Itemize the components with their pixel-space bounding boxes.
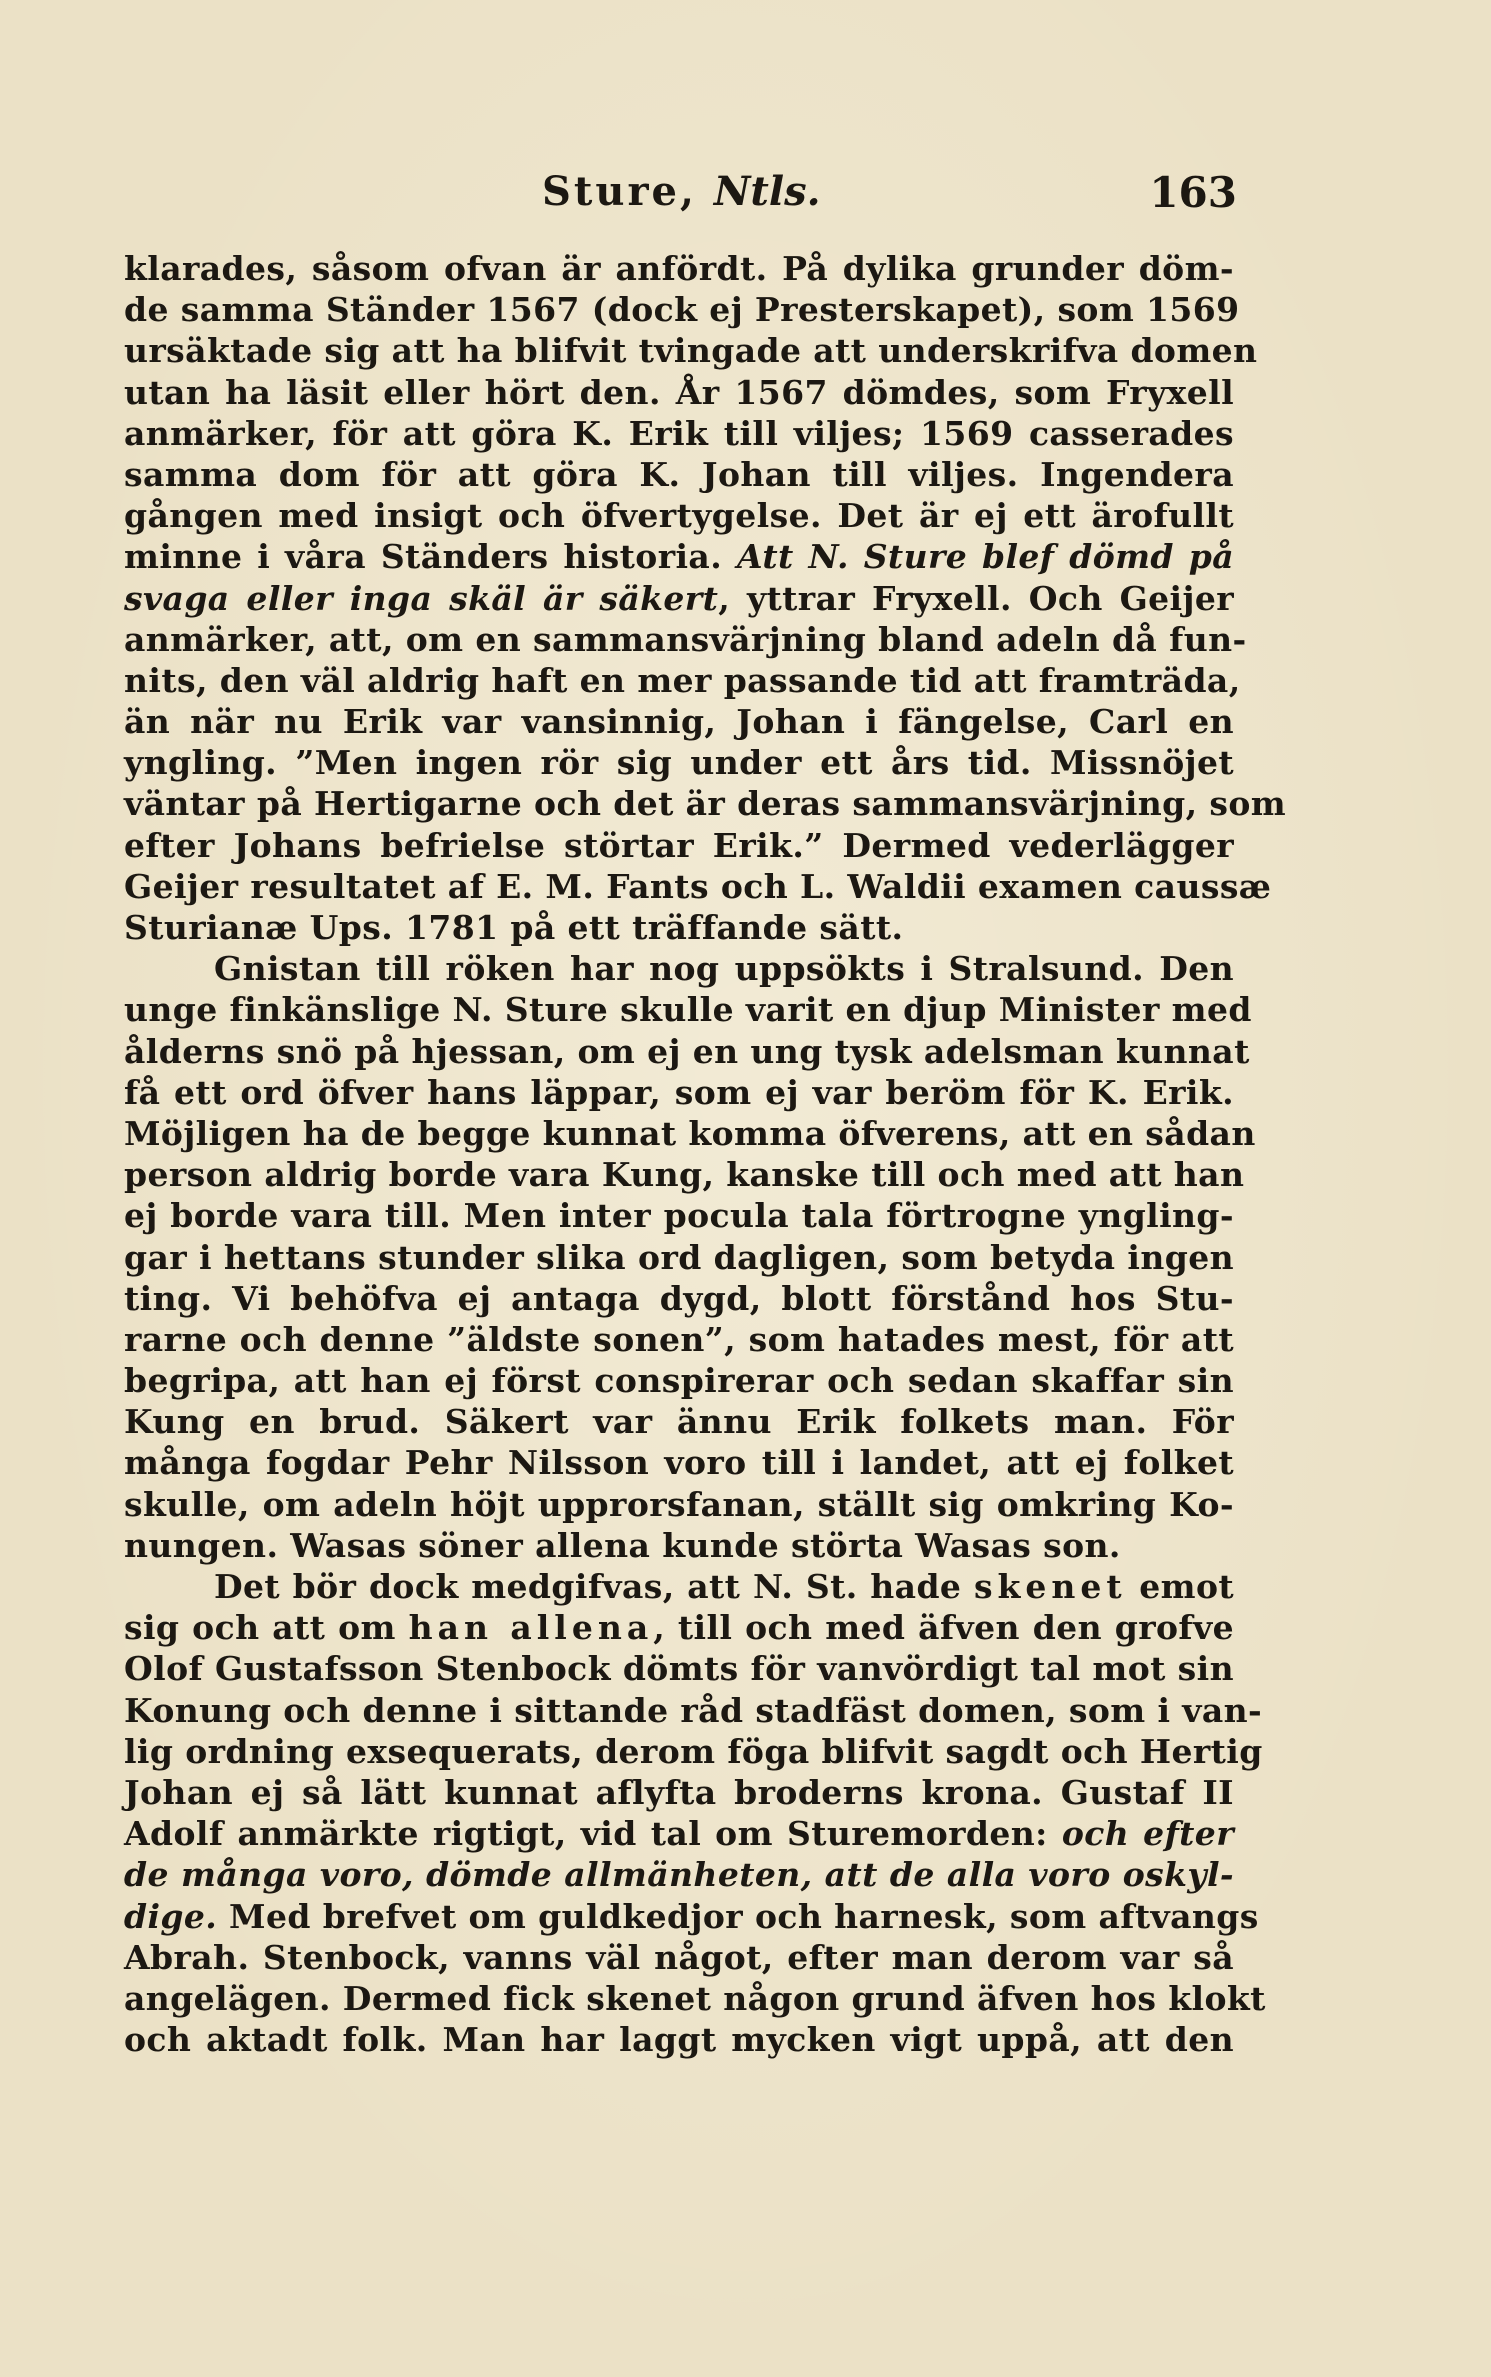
text-line-text: lig ordning exsequerats, derom föga blifvit sagdt och Hertig (124, 1731, 1263, 1771)
text-line-text: yngling. ”Men ingen rör sig under ett års tid. Missnöjet (124, 743, 1234, 783)
text-line-text: angelägen. Dermed fick skenet någon grund äfven hos klokt (124, 1978, 1266, 2018)
running-head-name: Sture, (542, 168, 697, 215)
text-line (124, 578, 1234, 619)
text-line (124, 1566, 1234, 1607)
text-line (124, 1607, 1234, 1648)
text-line-pre: sig och att om (124, 1608, 409, 1648)
text-line-text: unge finkänslige N. Sture skulle varit en djup Minister med (124, 990, 1252, 1030)
text-line (124, 248, 1234, 289)
text-line-post: Med brefvet om guldkedjor och harnesk, som aftvangs (217, 1896, 1259, 1936)
text-line (124, 1813, 1234, 1854)
text-line-text: rarne och denne ”äldste sonen”, som hatades mest, för att (124, 1319, 1234, 1359)
text-line (124, 1442, 1234, 1483)
text-line-text: efter Johans befrielse störtar Erik.” Dermed vederlägger (124, 825, 1234, 865)
text-line-text: Möjligen ha de begge kunnat komma öfverens, att en sådan (124, 1113, 1256, 1153)
text-line (124, 1648, 1234, 1689)
text-line (124, 866, 1272, 907)
text-line-text: väntar på Hertigarne och det är deras sammansvärjning, som (124, 784, 1287, 824)
text-line-text: anmärker, att, om en sammansvärjning bland adeln då fun- (124, 619, 1247, 659)
text-line (124, 413, 1234, 454)
running-head (542, 168, 821, 215)
text-line-text: Kung en brud. Säkert var ännu Erik folkets man. För (124, 1402, 1234, 1442)
text-line (124, 619, 1247, 660)
text-line (124, 1690, 1263, 1731)
text-line-text: Konung och denne i sittande råd stadfäst domen, som i van- (124, 1690, 1263, 1730)
running-head-abbr: Ntls. (713, 168, 821, 215)
text-line (124, 907, 1234, 948)
body-text (124, 248, 1287, 2060)
text-line-text: få ett ord öfver hans läppar, som ej var beröm för K. Erik. (124, 1072, 1234, 1112)
text-line-text: de samma Ständer 1567 (dock ej Presterskapet), som 1569 (124, 290, 1240, 330)
text-line-pre: Det bör dock medgifvas, att N. St. hade (214, 1567, 974, 1606)
text-line-text: ålderns snö på hjessan, om ej en ung tysk adelsman kunnat (124, 1031, 1250, 1071)
text-line-text: skulle, om adeln höjt upprorsfanan, ställt sig omkring Ko- (124, 1484, 1234, 1524)
text-line (124, 495, 1234, 536)
text-line (124, 372, 1234, 413)
text-line-text: anmärker, för att göra K. Erik till viljes; 1569 casserades (124, 413, 1234, 453)
text-line-text: nungen. Wasas söner allena kunde störta Wasas son. (124, 1525, 1121, 1565)
text-line-text: klarades, såsom ofvan är anfördt. På dylika grunder döm- (124, 249, 1234, 288)
text-line-text: Olof Gustafsson Stenbock dömts för vanvördigt tal mot sin (124, 1649, 1234, 1689)
text-line (124, 1484, 1234, 1525)
text-line-text: Gnistan till röken har nog uppsökts i Stralsund. Den (214, 949, 1234, 989)
text-line (124, 1731, 1263, 1772)
text-line-text: än när nu Erik var vansinnig, Johan i fängelse, Carl en (124, 702, 1234, 742)
page-header (122, 168, 1237, 228)
text-line (124, 1319, 1234, 1360)
text-line (124, 701, 1234, 742)
text-line (124, 1896, 1259, 1937)
text-line-sp: han allena (408, 1608, 654, 1648)
text-line-pre: Adolf anmärkte rigtigt, vid tal om Sturemorden: (124, 1814, 1062, 1854)
text-line (124, 1113, 1256, 1154)
text-line (124, 948, 1234, 989)
text-line-text: nits, den väl aldrig haft en mer passande tid att framträda, (124, 660, 1241, 700)
text-line (124, 1195, 1234, 1236)
text-line (124, 1278, 1234, 1319)
text-line (124, 1854, 1234, 1895)
text-line (124, 1031, 1250, 1072)
text-line (124, 660, 1241, 701)
text-line-text: ej borde vara till. Men inter pocula tala förtrogne yngling- (124, 1196, 1234, 1236)
text-line-text: samma dom för att göra K. Johan till viljes. Ingendera (124, 454, 1234, 494)
text-line (124, 536, 1234, 577)
page-number: 163 (1149, 168, 1237, 217)
text-line (124, 1772, 1234, 1813)
text-line-text: person aldrig borde vara Kung, kanske till och med att han (124, 1155, 1245, 1195)
text-line-text: gar i hettans stunder slika ord dagligen, som betyda ingen (124, 1237, 1234, 1277)
text-line-text: ursäktade sig att ha blifvit tvingade att underskrifva domen (124, 331, 1258, 371)
text-line-text: gången med insigt och öfvertygelse. Det är ej ett ärofullt (124, 496, 1234, 536)
text-line-em: dige. (124, 1896, 218, 1936)
text-line-text: Geijer resultatet af E. M. Fants och L. Waldii examen caussæ (124, 866, 1272, 906)
text-line (124, 825, 1234, 866)
text-line-pre: minne i våra Ständers historia. (124, 537, 737, 577)
text-line (124, 1978, 1266, 2019)
text-line-em: Att N. Sture blef dömd på (736, 537, 1234, 577)
text-line-text: utan ha läsit eller hört den. År 1567 dömdes, som Fryxell (124, 372, 1234, 412)
text-line (124, 1237, 1234, 1278)
text-line (124, 1154, 1245, 1195)
text-line (124, 989, 1252, 1030)
text-line-em: svaga eller inga skäl är säkert (124, 578, 719, 618)
text-line-sp: skenet (973, 1567, 1127, 1606)
text-line (124, 1525, 1234, 1566)
text-line-text: Abrah. Stenbock, vanns väl något, efter man derom var så (124, 1937, 1234, 1977)
text-line (124, 289, 1240, 330)
text-line-text: många fogdar Pehr Nilsson voro till i landet, att ej folket (124, 1443, 1234, 1483)
text-line-text: ting. Vi behöfva ej antaga dygd, blott förstånd hos Stu- (124, 1278, 1234, 1318)
text-line (124, 1937, 1234, 1978)
text-line (124, 454, 1234, 495)
text-line (124, 1072, 1234, 1113)
text-line-text: begripa, att han ej först conspirerar och sedan skaffar sin (124, 1361, 1234, 1401)
text-line-post: , till och med äfven den grofve (653, 1608, 1234, 1648)
text-line-em: och efter (1061, 1814, 1234, 1854)
text-line (124, 330, 1258, 371)
text-line (124, 1360, 1234, 1401)
text-line-post: , yttrar Fryxell. Och Geijer (718, 578, 1234, 618)
text-line-text: och aktadt folk. Man har laggt mycken vigt uppå, att den (124, 2020, 1234, 2060)
text-line (124, 742, 1234, 783)
text-line (124, 783, 1287, 824)
text-line (124, 2019, 1234, 2060)
text-line-post: emot (1126, 1567, 1234, 1606)
text-line-text: Sturianæ Ups. 1781 på ett träffande sätt. (124, 908, 904, 947)
text-line (124, 1401, 1234, 1442)
text-line-text: Johan ej så lätt kunnat aflyfta broderns krona. Gustaf II (124, 1772, 1234, 1812)
text-line-em: de många voro, dömde allmänheten, att de alla voro oskyl- (124, 1855, 1234, 1895)
